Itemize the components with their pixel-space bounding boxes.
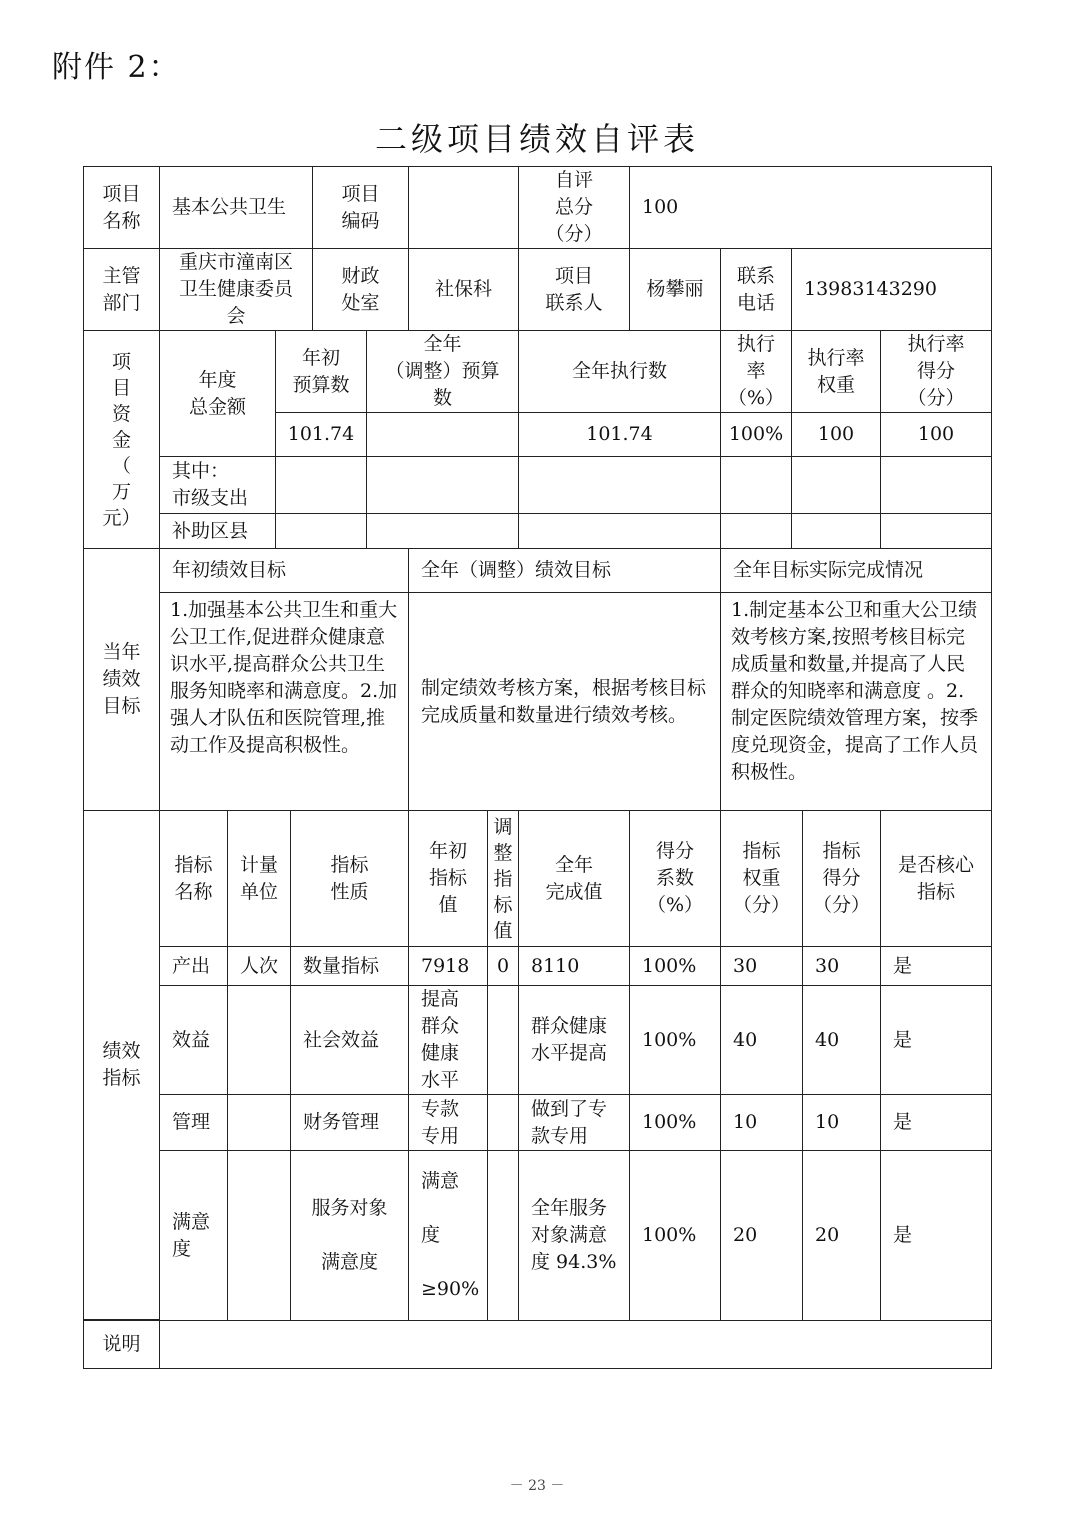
city-expenditure-label: 其中： 市级支出: [159, 456, 276, 514]
contact-phone-value: 13983143290: [791, 248, 992, 331]
city-initial-budget: [275, 456, 367, 514]
district-subsidy-label: 补助区县: [159, 513, 276, 549]
total-rate-weight: 100: [791, 412, 881, 457]
city-adjusted-budget: [366, 456, 519, 514]
table-row-output-score: 30: [802, 946, 881, 986]
table-row-management-score: 10: [802, 1094, 881, 1151]
page-number: － 23 －: [509, 1478, 565, 1494]
table-row-output-name: 产出: [159, 946, 228, 986]
adjusted-budget-header: 全年 （调整）预算 数: [366, 330, 519, 413]
core-header: 是否核心 指标: [880, 810, 992, 947]
project-name-value: 基本公共卫生: [159, 166, 313, 249]
funds-section-label: 项 目 资 金 （ 万 元）: [83, 330, 160, 549]
completed-value-header: 全年 完成值: [518, 810, 630, 947]
project-name-label: 项目 名称: [83, 166, 160, 249]
table-row-output-core: 是: [880, 946, 992, 986]
indicators-section-label: 绩效 指标: [83, 810, 160, 1320]
total-adjusted-budget: [366, 412, 519, 457]
table-row-output-completed: 8110: [518, 946, 630, 986]
total-rate-score: 100: [880, 412, 992, 457]
district-adjusted-budget: [366, 513, 519, 549]
table-row-satisfaction-core: 是: [880, 1150, 992, 1321]
coefficient-header: 得分 系数 （%）: [629, 810, 721, 947]
district-executed: [518, 513, 721, 549]
table-row-management-weight: 10: [720, 1094, 803, 1151]
adjusted-goals-header: 全年（调整）绩效目标: [408, 548, 721, 593]
finance-office-label: 财政 处室: [312, 248, 409, 331]
table-row-management-coefficient: 100%: [629, 1094, 721, 1151]
district-rate-score: [880, 513, 992, 549]
remarks-label: 说明: [83, 1320, 160, 1369]
contact-person-label: 项目 联系人: [518, 248, 630, 331]
table-row-management-completed: 做到了专 款专用: [518, 1094, 630, 1151]
project-code-label: 项目 编码: [312, 166, 409, 249]
contact-person-value: 杨攀丽: [629, 248, 721, 331]
actual-completion-header: 全年目标实际完成情况: [720, 548, 992, 593]
city-rate-score: [880, 456, 992, 514]
executed-header: 全年执行数: [518, 330, 721, 413]
district-exec-rate: [720, 513, 792, 549]
total-exec-rate: 100%: [720, 412, 792, 457]
department-value: 重庆市潼南区 卫生健康委员 会: [159, 248, 313, 331]
table-row-management-core: 是: [880, 1094, 992, 1151]
table-row-output-unit: 人次: [227, 946, 291, 986]
adjusted-goals-text: 制定绩效考核方案，根据考核目标完成质量和数量进行绩效考核。: [408, 592, 721, 811]
initial-budget-header: 年初 预算数: [275, 330, 367, 413]
department-label: 主管 部门: [83, 248, 160, 331]
table-row-management-unit: [227, 1094, 291, 1151]
table-row-benefit-unit: [227, 985, 291, 1095]
table-row-benefit-core: 是: [880, 985, 992, 1095]
table-row-output-weight: 30: [720, 946, 803, 986]
table-row-management-nature: 财务管理: [290, 1094, 409, 1151]
project-code-value: [408, 166, 519, 249]
table-row-satisfaction-initial: 满意 度 ≥90%: [408, 1150, 488, 1321]
table-row-output-coefficient: 100%: [629, 946, 721, 986]
total-executed: 101.74: [518, 412, 721, 457]
table-row-management-adjusted: [487, 1094, 519, 1151]
remarks-value: [159, 1320, 992, 1369]
city-executed: [518, 456, 721, 514]
finance-office-value: 社保科: [408, 248, 519, 331]
table-row-output-adjusted: 0: [487, 946, 519, 986]
table-row-satisfaction-weight: 20: [720, 1150, 803, 1321]
goals-section-label: 当年 绩效 目标: [83, 548, 160, 811]
unit-header: 计量 单位: [227, 810, 291, 947]
table-row-management-name: 管理: [159, 1094, 228, 1151]
exec-rate-header: 执行 率 （%）: [720, 330, 792, 413]
contact-phone-label: 联系 电话: [720, 248, 792, 331]
total-initial-budget: 101.74: [275, 412, 367, 457]
score-header: 指标 得分 （分）: [802, 810, 881, 947]
table-row-output-initial: 7918: [408, 946, 488, 986]
actual-completion-text: 1.制定基本公卫和重大公卫绩效考核方案,按照考核目标完成质量和数量,并提高了人民群众的知晓率和满意度 。2.制定医院绩效管理方案，按季度兑现资金，提高了工作人员积极性。: [720, 592, 992, 811]
weight-header: 指标 权重 （分）: [720, 810, 803, 947]
adjusted-value-header: 调 整 指 标 值: [487, 810, 519, 947]
table-row-satisfaction-unit: [227, 1150, 291, 1321]
district-initial-budget: [275, 513, 367, 549]
annual-total-label: 年度 总金额: [159, 330, 276, 457]
table-row-management-initial: 专款 专用: [408, 1094, 488, 1151]
table-row-output-nature: 数量指标: [290, 946, 409, 986]
nature-header: 指标 性质: [290, 810, 409, 947]
city-exec-rate: [720, 456, 792, 514]
table-row-satisfaction-adjusted: [487, 1150, 519, 1321]
table-row-benefit-nature: 社会效益: [290, 985, 409, 1095]
rate-weight-header: 执行率 权重: [791, 330, 881, 413]
table-row-benefit-coefficient: 100%: [629, 985, 721, 1095]
district-rate-weight: [791, 513, 881, 549]
table-row-benefit-name: 效益: [159, 985, 228, 1095]
form-title: 二级项目绩效自评表: [374, 120, 699, 158]
table-row-satisfaction-score: 20: [802, 1150, 881, 1321]
initial-goals-text: 1.加强基本公共卫生和重大公卫工作,促进群众健康意识水平,提高群众公共卫生服务知晓率和满意度。2.加强人才队伍和医院管理,推动工作及提高积极性。: [159, 592, 409, 811]
table-row-benefit-completed: 群众健康 水平提高: [518, 985, 630, 1095]
table-row-satisfaction-nature: 服务对象 满意度: [290, 1150, 409, 1321]
table-row-benefit-weight: 40: [720, 985, 803, 1095]
table-row-satisfaction-name: 满意 度: [159, 1150, 228, 1321]
table-row-benefit-score: 40: [802, 985, 881, 1095]
city-rate-weight: [791, 456, 881, 514]
initial-goals-header: 年初绩效目标: [159, 548, 409, 593]
table-row-satisfaction-coefficient: 100%: [629, 1150, 721, 1321]
initial-value-header: 年初 指标 值: [408, 810, 488, 947]
self-score-label: 自评 总分 （分）: [518, 166, 630, 249]
indicator-name-header: 指标 名称: [159, 810, 228, 947]
attachment-label: 附件 2：: [52, 50, 181, 85]
table-row-benefit-initial: 提高 群众 健康 水平: [408, 985, 488, 1095]
rate-score-header: 执行率 得分 （分）: [880, 330, 992, 413]
table-row-satisfaction-completed: 全年服务 对象满意 度 94.3%: [518, 1150, 630, 1321]
table-row-benefit-adjusted: [487, 985, 519, 1095]
self-score-value: 100: [629, 166, 992, 249]
